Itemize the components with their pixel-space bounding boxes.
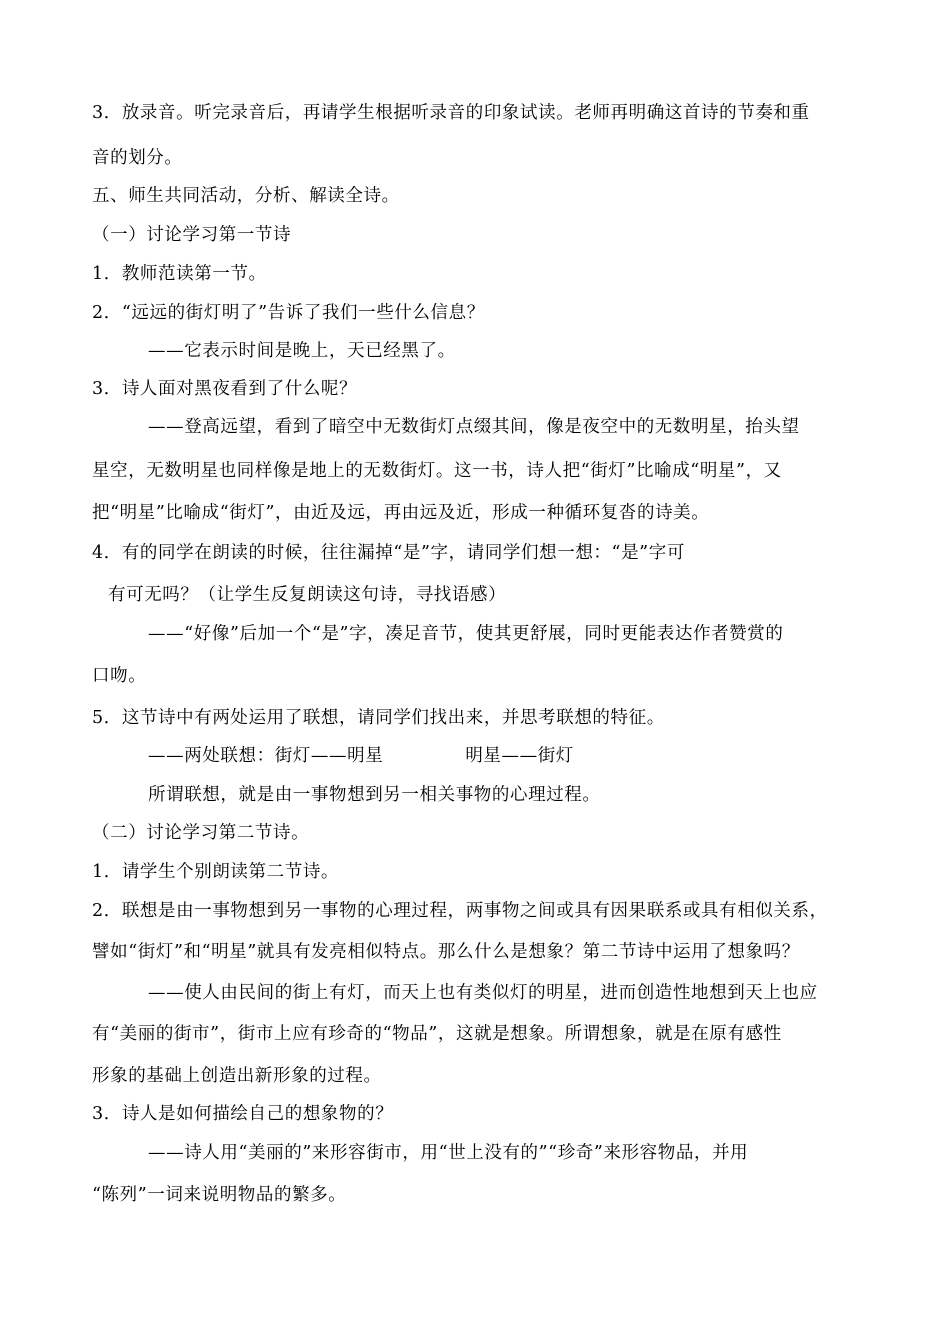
question-5: 5．这节诗中有两处运用了联想，请同学们找出来，并思考联想的特征。: [92, 708, 665, 728]
answer-4-line-2: 口吻。: [92, 666, 147, 686]
association-definition: 所谓联想，就是由一事物想到另一相关事物的心理过程。: [148, 785, 601, 805]
section-two-question-3: 3．诗人是如何描绘自己的想象物的？: [92, 1104, 394, 1124]
section-two-answer-2-line-3: 形象的基础上创造出新形象的过程。: [92, 1066, 382, 1086]
association-second: 明星——街灯: [465, 746, 574, 766]
answer-3-line-2: 星空，无数明星也同样像是地上的无数街灯。这一书，诗人把“街灯”比喻成“明星”，又: [92, 461, 782, 481]
section-two-question-2-line-1: 2．联想是由一事物想到另一事物的心理过程，两事物之间或具有因果联系或具有相似关系，: [92, 901, 828, 921]
answer-3-line-1: ——登高远望，看到了暗空中无数街灯点缀其间，像是夜空中的无数明星，抬头望: [148, 417, 800, 437]
section-five-heading: 五、师生共同活动，分析、解读全诗。: [92, 186, 400, 206]
answer-2: ——它表示时间是晚上，天已经黑了。: [148, 341, 456, 361]
step-3-continuation: 音的划分。: [92, 148, 183, 168]
question-2: 2．“远远的街灯明了”告诉了我们一些什么信息？: [92, 303, 485, 323]
section-two-answer-3-line-1: ——诗人用“美丽的”来形容街市，用“世上没有的”“珍奇”来形容物品，并用: [148, 1143, 749, 1163]
association-first: ——两处联想：街灯——明星: [148, 746, 384, 766]
section-two-answer-2-line-1: ——使人由民间的街上有灯，而天上也有类似灯的明星，进而创造性地想到天上也应: [148, 983, 818, 1003]
answer-4-line-1: ——“好像”后加一个“是”字，凑足音节，使其更舒展，同时更能表达作者赞赏的: [148, 624, 784, 644]
answer-3-line-3: 把“明星”比喻成“街灯”，由近及远，再由远及近，形成一种循环复沓的诗美。: [92, 503, 710, 523]
section-two-question-2-line-2: 譬如“街灯”和“明星”就具有发亮相似特点。那么什么是想象？第二节诗中运用了想象吗？: [92, 942, 800, 962]
step-3-play-recording: 3．放录音。听完录音后，再请学生根据听录音的印象试读。老师再明确这首诗的节奏和重: [92, 103, 810, 123]
question-4-line-2: 有可无吗？（让学生反复朗读这句诗，寻找语感）: [108, 585, 507, 605]
section-two-answer-2-line-2: 有“美丽的街市”，街市上应有珍奇的“物品”，这就是想象。所谓想象，就是在原有感性: [92, 1024, 782, 1044]
subsection-one-heading: （一）讨论学习第一节诗: [92, 225, 292, 245]
section-two-answer-3-line-2: “陈列”一词来说明物品的繁多。: [92, 1185, 347, 1205]
section-two-question-1: 1．请学生个别朗读第二节诗。: [92, 862, 340, 882]
question-4-line-1: 4．有的同学在朗读的时候，往往漏掉“是”字，请同学们想一想：“是”字可: [92, 543, 685, 563]
subsection-two-heading: （二）讨论学习第二节诗。: [92, 823, 310, 843]
answer-5-associations: [148, 744, 574, 768]
question-3: 3．诗人面对黑夜看到了什么呢？: [92, 379, 358, 399]
question-1: 1．教师范读第一节。: [92, 264, 267, 284]
